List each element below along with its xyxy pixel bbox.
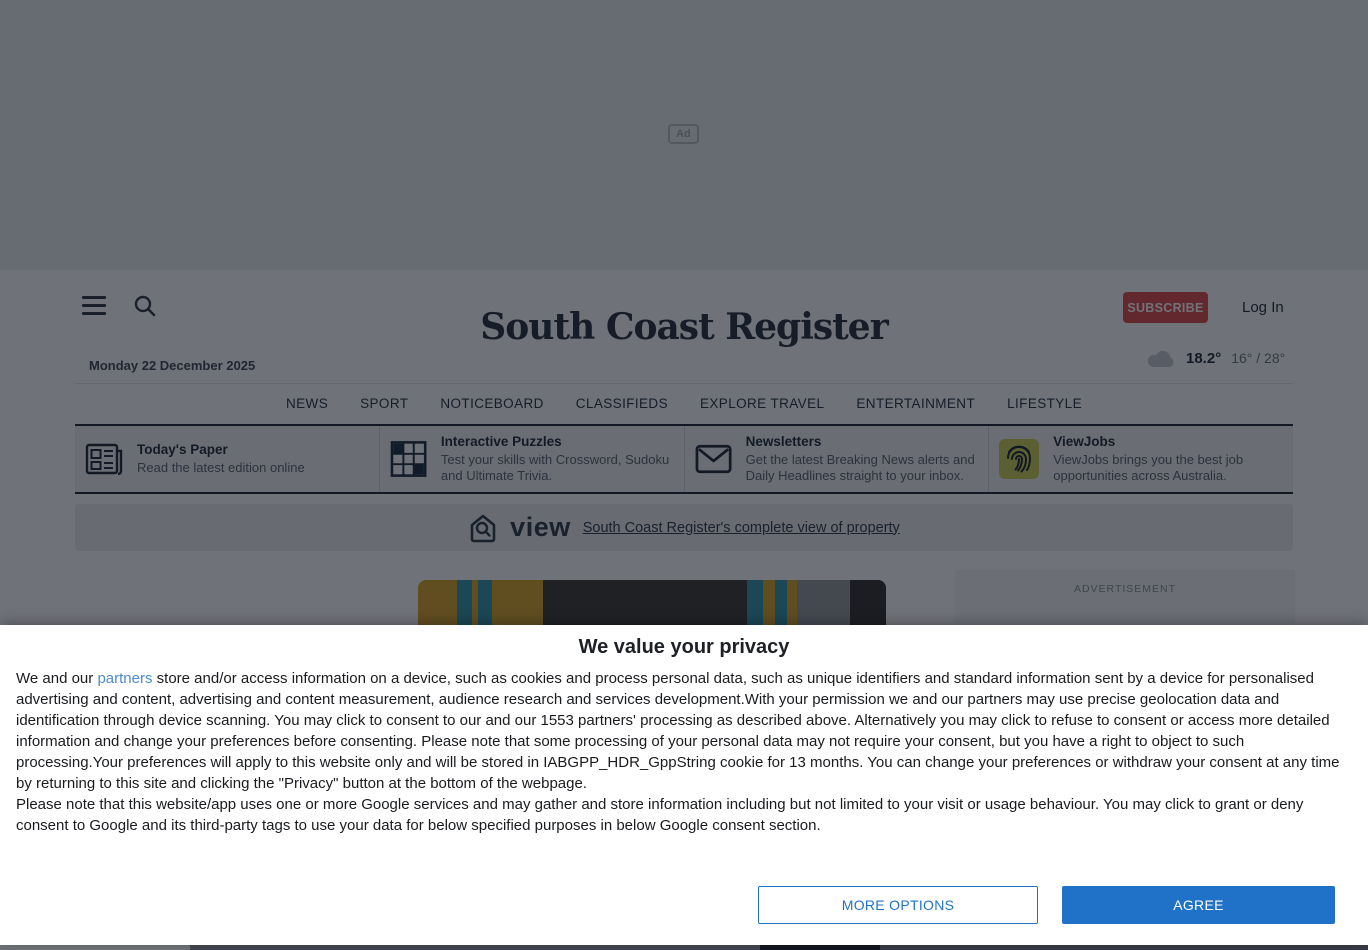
privacy-consent-dialog (0, 625, 1368, 945)
consent-paragraph-1: We and our partners store and/or access information on a device, such as cookies and process personal data, such as unique identifiers and standard information sent by a device for personalised advertising and content, advertising and content measurement, audience research and services development.With your permission we and our partners may use precise geolocation data and identification through device scanning. You may click to consent to our and our 1553 partners' processing as described above. Alternatively you may click to refuse to consent or access more detailed information and change your preferences before consenting. Please note that some processing of your personal data may not require your consent, but you have a right to object to such processing.Your preferences will apply to this website only and will be stored in IABGPP_HDR_GppString cookie for 13 months. You can change your preferences or withdraw your consent at any time by returning to this site and clicking the "Privacy" button at the bottom of the webpage. (16, 670, 1340, 792)
agree-button[interactable]: AGREE (1062, 886, 1335, 924)
consent-body (16, 668, 1352, 836)
partners-link[interactable]: partners (97, 670, 153, 687)
more-options-button[interactable]: MORE OPTIONS (758, 886, 1038, 924)
consent-title: We value your privacy (578, 636, 790, 658)
consent-paragraph-2: Please note that this website/app uses one or more Google services and may gather and store information including but not limited to your visit or usage behaviour. You may click to grant or deny consent to Google and its third-party tags to use your data for below specified purposes in below Google consent section. (16, 796, 1304, 834)
